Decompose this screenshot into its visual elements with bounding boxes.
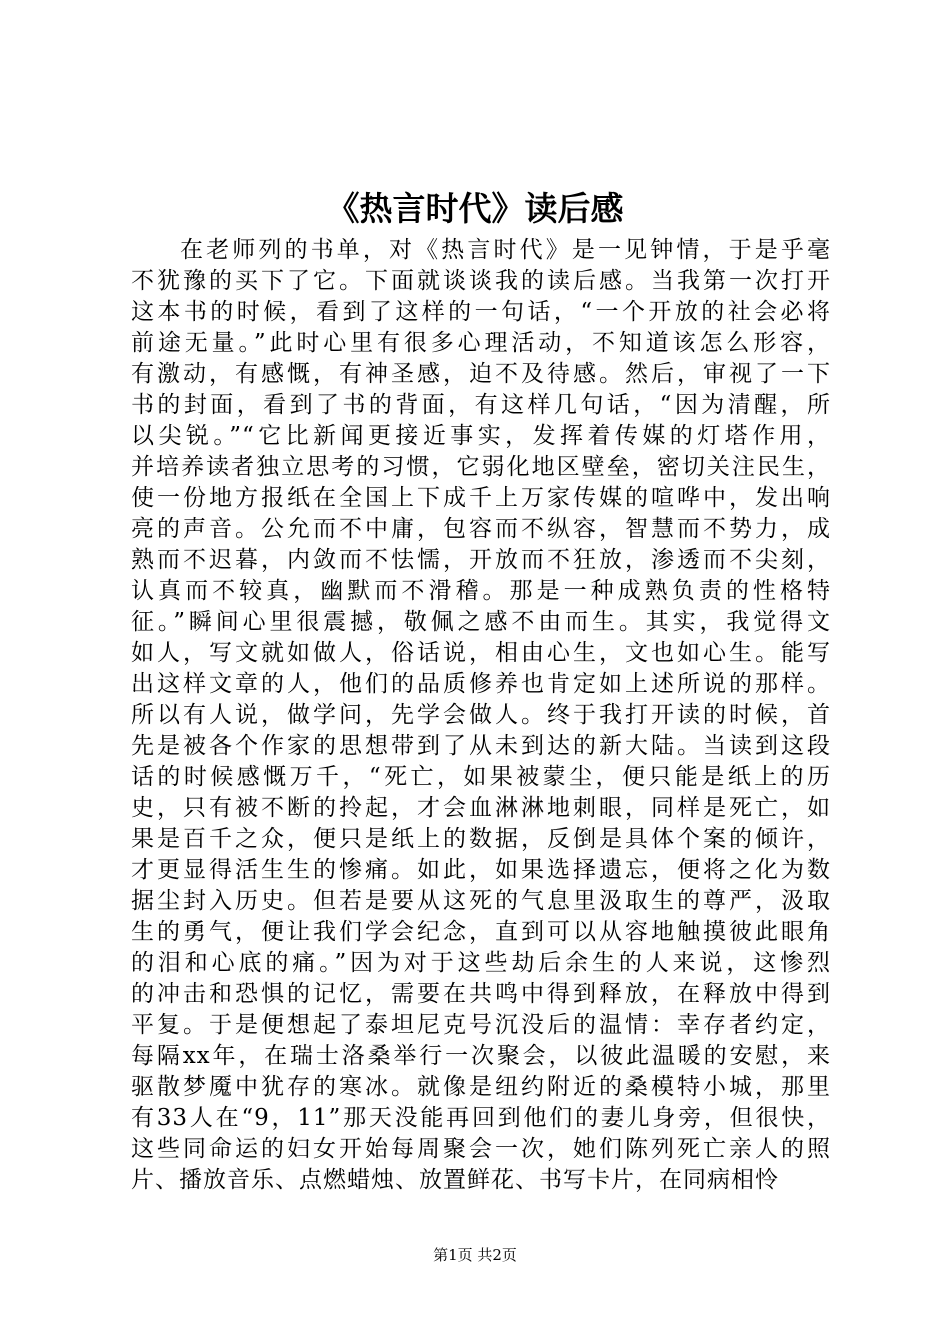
text-line: 不犹豫的买下了它。下面就谈谈我的读后感。当我第一次打开 bbox=[131, 268, 831, 294]
text-line: 平复。于是便想起了泰坦尼克号沉没后的温情：幸存者约定， bbox=[131, 1012, 831, 1038]
text-line: 亮的声音。公允而不中庸，包容而不纵容，智慧而不势力，成 bbox=[131, 516, 831, 542]
text-line: 才更显得活生生的惨痛。如此，如果选择遗忘，便将之化为数 bbox=[131, 857, 831, 883]
text-line: 所以有人说，做学问，先学会做人。终于我打开读的时候，首 bbox=[131, 702, 831, 728]
text-line: 征。”瞬间心里很震撼，敬佩之感不由而生。其实，我觉得文 bbox=[131, 609, 831, 635]
text-line: 以尖锐。”“它比新闻更接近事实，发挥着传媒的灯塔作用， bbox=[131, 423, 831, 449]
text-line: 生的勇气，便让我们学会纪念，直到可以从容地触摸彼此眼角 bbox=[131, 919, 831, 945]
text-line: 熟而不迟暮，内敛而不怯懦，开放而不狂放，渗透而不尖刻， bbox=[131, 547, 831, 573]
text-line: 出这样文章的人，他们的品质修养也肯定如上述所说的那样。 bbox=[131, 671, 831, 697]
text-line: 前途无量。”此时心里有很多心理活动，不知道该怎么形容， bbox=[131, 330, 831, 356]
text-line: 的冲击和恐惧的记忆，需要在共鸣中得到释放，在释放中得到 bbox=[131, 981, 831, 1007]
text-line: 有33人在“9，11”那天没能再回到他们的妻儿身旁，但很快， bbox=[131, 1105, 831, 1131]
text-line: 果是百千之众，便只是纸上的数据，反倒是具体个案的倾许， bbox=[131, 826, 831, 852]
text-line: 这些同命运的妇女开始每周聚会一次，她们陈列死亡亲人的照 bbox=[131, 1136, 831, 1162]
text-line: 这本书的时候，看到了这样的一句话，“一个开放的社会必将 bbox=[131, 299, 831, 325]
text-line: 并培养读者独立思考的习惯，它弱化地区壁垒，密切关注民生， bbox=[131, 454, 831, 480]
text-line: 认真而不较真，幽默而不滑稽。那是一种成熟负责的性格特 bbox=[131, 578, 831, 604]
text-line: 先是被各个作家的思想带到了从未到达的新大陆。当读到这段 bbox=[131, 733, 831, 759]
text-line: 使一份地方报纸在全国上下成千上万家传媒的喧哗中，发出响 bbox=[131, 485, 831, 511]
text-line: 驱散梦魇中犹存的寒冰。就像是纽约附近的桑模特小城，那里 bbox=[131, 1074, 831, 1100]
text-line: 史，只有被不断的拎起，才会血淋淋地刺眼，同样是死亡，如 bbox=[131, 795, 831, 821]
text-line: 每隔xx年，在瑞士洛桑举行一次聚会，以彼此温暖的安慰，来 bbox=[131, 1043, 831, 1069]
text-line: 的泪和心底的痛。”因为对于这些劫后余生的人来说，这惨烈 bbox=[131, 950, 831, 976]
text-line: 如人，写文就如做人，俗话说，相由心生，文也如心生。能写 bbox=[131, 640, 831, 666]
text-line: 在老师列的书单，对《热言时代》是一见钟情，于是乎毫 bbox=[180, 237, 831, 263]
text-line: 有激动，有感慨，有神圣感，迫不及待感。然后，审视了一下 bbox=[131, 361, 831, 387]
text-line: 话的时候感慨万千，“死亡，如果被蒙尘，便只能是纸上的历 bbox=[131, 764, 831, 790]
page-number-footer: 第1页 共2页 bbox=[433, 1246, 517, 1264]
body-paragraph bbox=[131, 235, 831, 1196]
text-line: 据尘封入历史。但若是要从这死的气息里汲取生的尊严，汲取 bbox=[131, 888, 831, 914]
text-line: 书的封面，看到了书的背面，有这样几句话，“因为清醒，所 bbox=[131, 392, 831, 418]
text-line: 片、播放音乐、点燃蜡烛、放置鲜花、书写卡片，在同病相怜 bbox=[131, 1167, 779, 1193]
document-title: 《热言时代》读后感 bbox=[326, 189, 624, 228]
